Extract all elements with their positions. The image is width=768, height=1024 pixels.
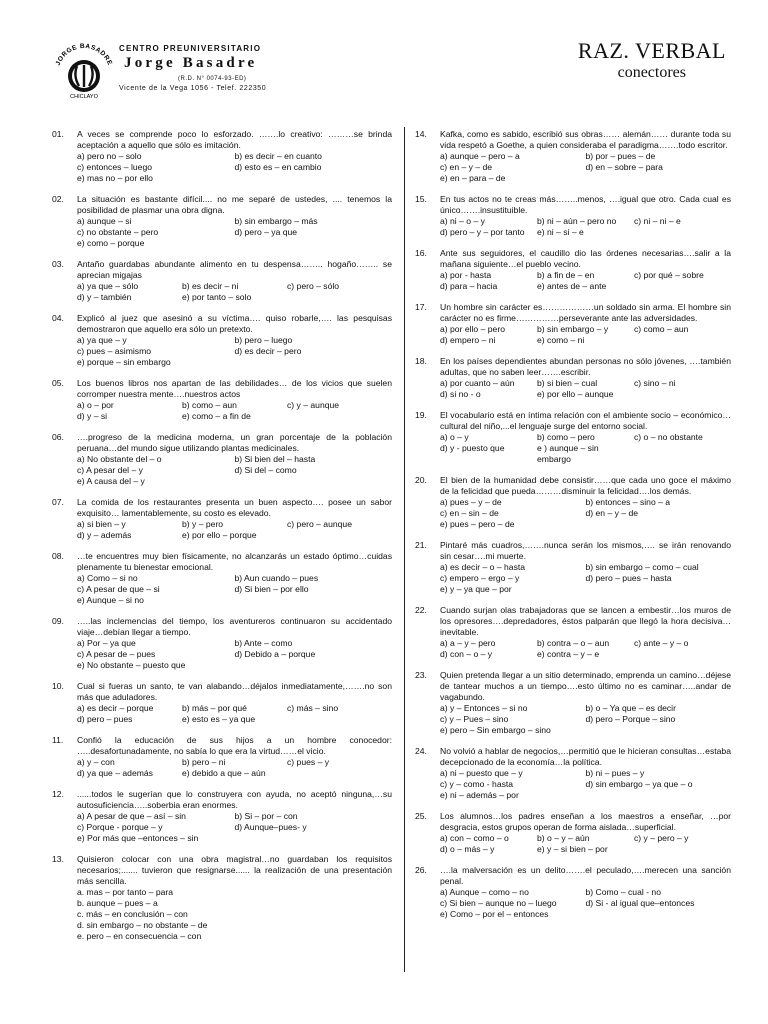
- answer-option: d) y - puesto que: [440, 443, 505, 453]
- answer-option: c) y – aunque: [287, 400, 340, 410]
- question-number: 08.: [52, 551, 64, 561]
- answer-options: [440, 887, 731, 920]
- answer-option: b) Si – por – con: [234, 811, 298, 821]
- question-item: [415, 356, 731, 400]
- institution-name: Jorge Basadre: [124, 55, 258, 71]
- answer-option: a) por - hasta: [440, 270, 492, 280]
- answer-option: e) pero – Sin embargo – sino: [440, 725, 551, 735]
- answer-option: a) ni – puesto que – y: [440, 768, 523, 778]
- question-item: [415, 302, 731, 346]
- question-number: 19.: [415, 410, 427, 420]
- question-number: 24.: [415, 746, 427, 756]
- answer-option: d) Debido a – porque: [234, 649, 316, 659]
- answer-options: [77, 519, 392, 541]
- answer-option: b) por – pues – de: [585, 151, 656, 161]
- question-text: Un hombre sin carácter es………………un soldado sin arma. El hombre sin carácter no es firme……………perseverante ante las adversidades.: [440, 302, 731, 323]
- question-text: El bien de la humanidad debe consistir……que cada uno goce el máximo de la felicidad que pueda………disminuir la felicidad….los demás.: [440, 475, 731, 496]
- answer-option: e) contra – y – e: [537, 649, 600, 659]
- question-number: 25.: [415, 811, 427, 821]
- answer-options: [440, 378, 731, 400]
- answer-option: b) más – por qué: [182, 703, 247, 713]
- question-item: [52, 497, 392, 541]
- page-title: RAZ. VERBAL: [577, 38, 726, 63]
- answer-option: a) pues – y – de: [440, 497, 502, 507]
- answer-option: c) en – y – de: [440, 162, 493, 172]
- column-divider: [404, 127, 405, 972]
- question-number: 20.: [415, 475, 427, 485]
- answer-option: a) Como – si no: [77, 573, 138, 583]
- answer-option: c) Porque - porque – y: [77, 822, 163, 832]
- question-text: Quisieron colocar con una obra magistral…no guardaban los requisitos necesarios;....... tuvieron que resignarse...... la realización de una presentación más sencilla.: [77, 854, 392, 886]
- answer-option: d) pero – pues – hasta: [585, 573, 672, 583]
- answer-option: b) sin embargo – más: [234, 216, 318, 226]
- answer-option: b) sin embargo – como – cual: [585, 562, 699, 572]
- question-text: …te encuentres muy bien físicamente, no alcanzarás un estado óptimo…cuidas plenamente tu bienestar emocional.: [77, 551, 392, 572]
- answer-option: a) aunque – pero – a: [440, 151, 520, 161]
- answer-options: [77, 638, 392, 671]
- question-item: [52, 789, 392, 844]
- question-text: Ante sus seguidores, el caudillo dio las órdenes necesarias….salir a la mañana siguiente…el pueblo vecino.: [440, 248, 731, 269]
- answer-option: c) más – sino: [287, 703, 339, 713]
- answer-option: d) en – sobre – para: [585, 162, 663, 172]
- answer-options: [77, 400, 392, 422]
- answer-option: e) A causa del – y: [77, 476, 145, 486]
- answer-option: b) Aun cuando – pues: [234, 573, 319, 583]
- answer-option: c) pues – y: [287, 757, 330, 767]
- answer-option: b) pero – ni: [182, 757, 226, 767]
- question-text: La comida de los restaurantes presenta un buen aspecto…. posee un sabor exquisito… lamentablemente, su costo es elevado.: [77, 497, 392, 518]
- answer-option: d) pero – pues: [77, 714, 133, 724]
- question-item: [52, 378, 392, 422]
- answer-option: d) empero – ni: [440, 335, 496, 345]
- question-text: La situación es bastante difícil.... no me separé de ustedes, .... tenemos la posibilidad de plasmar una obra digna.: [77, 194, 392, 215]
- answer-option: e) como – porque: [77, 238, 145, 248]
- question-text: Cual si fueras un santo, te van alabando…déjalos inmediatamente,…….no son más que aduladores.: [77, 681, 392, 702]
- answer-option: e) como – ni: [537, 335, 585, 345]
- question-item: [415, 540, 731, 595]
- question-text: En los países dependientes abundan personas no sólo jóvenes, ….también adultas, que no saben leer…….escribir.: [440, 356, 731, 377]
- answer-option: d) ya que – además: [77, 768, 153, 778]
- answer-option: c) y – como - hasta: [440, 779, 514, 789]
- answer-option: c. más – en conclusión – con: [77, 909, 188, 919]
- answer-options: [77, 757, 392, 779]
- answer-option: c) y – Pues – sino: [440, 714, 509, 724]
- answer-option: d) y – también: [77, 292, 132, 302]
- logo-city: CHICLAYO: [70, 94, 98, 100]
- answer-options: [77, 454, 392, 487]
- answer-option: d) y – además: [77, 530, 132, 540]
- answer-options: [440, 768, 731, 801]
- question-number: 06.: [52, 432, 64, 442]
- answer-option: a) es decir – porque: [77, 703, 154, 713]
- answer-option: d) sin embargo – ya que – o: [585, 779, 693, 789]
- answer-option: d) Si bien – por ello: [234, 584, 309, 594]
- answer-option: b) ni – aún – pero no: [537, 216, 617, 226]
- answer-option: e) por ello – aunque: [537, 389, 614, 399]
- answer-options: [440, 216, 731, 238]
- question-item: [415, 248, 731, 292]
- answer-options: [77, 335, 392, 368]
- answer-option: d) para – hacia: [440, 281, 498, 291]
- answer-option: c) pero – aunque: [287, 519, 352, 529]
- answer-option: c) sino – ni: [634, 378, 676, 388]
- answer-option: c) o – no obstante: [634, 432, 703, 442]
- answer-options: [77, 281, 392, 303]
- answer-option: d. sin embargo – no obstante – de: [77, 920, 208, 930]
- answer-option: d) y – si: [77, 411, 108, 421]
- answer-option: c) y – pero – y: [634, 833, 689, 843]
- answer-option: c) A pesar de – pues: [77, 649, 156, 659]
- question-number: 11.: [52, 735, 64, 745]
- answer-option: b. aunque – pues – a: [77, 898, 158, 908]
- answer-option: d) Si - al igual que–entonces: [585, 898, 695, 908]
- answer-option: c) ni – ni – e: [634, 216, 681, 226]
- answer-option: c) pues – asimismo: [77, 346, 152, 356]
- answer-option: d) esto es – en cambio: [234, 162, 322, 172]
- answer-option: d) es decir – pero: [234, 346, 302, 356]
- answer-option: a) con – como – o: [440, 833, 509, 843]
- answer-option: e ) aunque – sin embargo: [537, 443, 599, 464]
- answer-options: [77, 811, 392, 844]
- answer-option: e) antes de – ante: [537, 281, 607, 291]
- answer-option: b) sin embargo – y: [537, 324, 609, 334]
- answer-option: c) Si bien – aunque no – luego: [440, 898, 557, 908]
- question-text: Los alumnos…los padres enseñan a los maestros a enseñar, …por desgracia, estos grupos operan de forma aislada…superficial.: [440, 811, 731, 832]
- answer-option: b) como – pero: [537, 432, 595, 442]
- answer-option: b) o – y – aún: [537, 833, 590, 843]
- answer-options: [440, 638, 731, 660]
- answer-option: a) ya que – sólo: [77, 281, 139, 291]
- answer-option: c) empero – ergo – y: [440, 573, 520, 583]
- answer-option: e) por ello – porque: [182, 530, 257, 540]
- answer-option: e) ni – si – e: [537, 227, 584, 237]
- question-text: Quien pretenda llegar a un sitio determinado, emprenda un camino…déjese de tantear muchos a un tiempo….esto último no es caminar…..andar de vagabundo.: [440, 670, 731, 702]
- question-text: Explicó al juez que asesinó a su víctima…. quiso robarle,…. las pesquisas demostraron que aquello era sólo un pretexto.: [77, 313, 392, 334]
- question-text: Confió la educación de sus hijos a un hombre conocedor: …..desafortunadamente, no sabía lo que era la virtud……el vicio.: [77, 735, 392, 756]
- answer-options: [77, 703, 392, 725]
- answer-option: a) si bien – y: [77, 519, 126, 529]
- answer-option: a) y – con: [77, 757, 115, 767]
- answer-option: b) Ante – como: [234, 638, 293, 648]
- answer-option: e) No obstante – puesto que: [77, 660, 186, 670]
- answer-option: c) como – aun: [634, 324, 689, 334]
- answer-option: e) debido a que – aún: [182, 768, 266, 778]
- question-text: No volvió a hablar de negocios,…permitió que le hicieran consultas…estaba decepcionado de la economía…la política.: [440, 746, 731, 767]
- institution-address: Vicente de la Vega 1056 - Telef. 222350: [119, 85, 267, 92]
- answer-option: e) por tanto – solo: [182, 292, 252, 302]
- question-text: ….progreso de la medicina moderna, un gran porcentaje de la población peruana…del mundo sigue utilizando plantas medicinales.: [77, 432, 392, 453]
- question-item: [52, 313, 392, 368]
- answer-option: b) como – aun: [182, 400, 237, 410]
- page-subtitle: conectores: [617, 64, 686, 81]
- question-number: 14.: [415, 129, 427, 139]
- institution-rd: (R.D. N° 0074-93-ED): [178, 76, 247, 82]
- question-text: ….la malversación es un delito…….el peculado,….merecen una sanción penal.: [440, 865, 731, 886]
- answer-option: e) Aunque – si no: [77, 595, 144, 605]
- answer-option: c) por qué – sobre: [634, 270, 704, 280]
- answer-options: [440, 151, 731, 184]
- question-item: [52, 681, 392, 725]
- question-text: Pintaré más cuadros,…….nunca serán los mismos,…. se irán renovando sin cesar….mi muerte.: [440, 540, 731, 561]
- question-number: 05.: [52, 378, 64, 388]
- question-number: 12.: [52, 789, 64, 799]
- question-item: [415, 811, 731, 855]
- answer-options: [440, 324, 731, 346]
- answer-option: b) es decir – en cuanto: [234, 151, 322, 161]
- answer-option: a) es decir – o – hasta: [440, 562, 526, 572]
- answer-option: c) entonces – luego: [77, 162, 153, 172]
- answer-option: a) No obstante del – o: [77, 454, 162, 464]
- answer-option: d) con – o – y: [440, 649, 493, 659]
- answer-option: d) pero – ya que: [234, 227, 298, 237]
- question-item: [52, 616, 392, 671]
- answer-options: [77, 216, 392, 249]
- answer-option: b) si bien – cual: [537, 378, 598, 388]
- answer-option: e) esto es – ya que: [182, 714, 256, 724]
- question-text: Antaño guardabas abundante alimento en tu despensa…….. hogaño…….. se aprecian migajas: [77, 259, 392, 280]
- question-number: 13.: [52, 854, 64, 864]
- question-number: 17.: [415, 302, 427, 312]
- question-number: 10.: [52, 681, 64, 691]
- answer-option: a) Aunque – como – no: [440, 887, 529, 897]
- logo-arc-text: JORGE BASADRE: [54, 42, 114, 67]
- question-item: [52, 259, 392, 303]
- question-number: 03.: [52, 259, 64, 269]
- question-number: 07.: [52, 497, 64, 507]
- question-item: [415, 194, 731, 238]
- answer-options: [77, 573, 392, 606]
- question-number: 18.: [415, 356, 427, 366]
- answer-option: b) entonces – sino – a: [585, 497, 671, 507]
- answer-option: e) y – si bien – por: [537, 844, 608, 854]
- answer-option: c) pero – sólo: [287, 281, 340, 291]
- question-number: 04.: [52, 313, 64, 323]
- answer-option: d) pero – y – por tanto: [440, 227, 525, 237]
- answer-option: e. pero – en consecuencia – con: [77, 931, 202, 941]
- answer-option: a) y – Entonces – si no: [440, 703, 528, 713]
- answer-options: [440, 270, 731, 292]
- answer-option: c) A pesar de que – si: [77, 584, 160, 594]
- answer-option: a) por ello – pero: [440, 324, 505, 334]
- answer-option: d) si no - o: [440, 389, 481, 399]
- question-text: …..las inclemencias del tiempo, los aventureros continuaron su accidentado viaje…debían llegar a tiempo.: [77, 616, 392, 637]
- question-number: 02.: [52, 194, 64, 204]
- question-item: [415, 129, 731, 184]
- answer-option: b) a fin de – en: [537, 270, 595, 280]
- question-number: 09.: [52, 616, 64, 626]
- answer-option: a) ni – o – y: [440, 216, 485, 226]
- answer-option: a) A pesar de que – así – sin: [77, 811, 186, 821]
- answer-option: d) Aunque–pues- y: [234, 822, 307, 832]
- question-item: [52, 194, 392, 249]
- answer-option: a) o – y: [440, 432, 469, 442]
- question-number: 21.: [415, 540, 427, 550]
- question-item: [415, 746, 731, 801]
- question-text: En tus actos no te creas más……..menos, ….igual que otro. Cada cual es único…….insustituible.: [440, 194, 731, 215]
- answer-option: b) y – pero: [182, 519, 224, 529]
- page-header: [0, 0, 768, 112]
- answer-options: [440, 562, 731, 595]
- right-column: [415, 129, 731, 930]
- answer-option: e) pues – pero – de: [440, 519, 515, 529]
- question-item: [415, 865, 731, 920]
- answer-option: e) mas no – por ello: [77, 173, 153, 183]
- question-number: 23.: [415, 670, 427, 680]
- answer-option: e) Como – por el – entonces: [440, 909, 549, 919]
- question-number: 15.: [415, 194, 427, 204]
- answer-option: b) ni – pues – y: [585, 768, 645, 778]
- question-text: El vocabulario está en íntima relación con el ambiente socio – económico…cultural del niño,...el lenguaje surge del entorno social.: [440, 410, 731, 431]
- answer-option: a) Por – ya que: [77, 638, 136, 648]
- answer-option: a) pero no – solo: [77, 151, 142, 161]
- question-item: [52, 854, 392, 942]
- answer-option: d) pero – Porque – sino: [585, 714, 676, 724]
- question-text: Cuando surjan olas trabajadoras que se lancen a embestir…los muros de los opresores….depredadores, éstos palparán que llegó la hora decisiva…inevitable.: [440, 605, 731, 637]
- question-item: [52, 735, 392, 779]
- answer-option: b) Si bien del – hasta: [234, 454, 316, 464]
- answer-option: d) Si del – como: [234, 465, 297, 475]
- answer-option: b) contra – o – aun: [537, 638, 610, 648]
- answer-option: e) en – para – de: [440, 173, 506, 183]
- answer-option: d) en – y – de: [585, 508, 639, 518]
- question-number: 01.: [52, 129, 64, 139]
- answer-option: e) y – ya que – por: [440, 584, 512, 594]
- left-column: [52, 129, 392, 952]
- question-text: ......todos le sugerían que lo construyera con ayuda, no aceptó ninguna,…su autosuficiencia…..soberbia eran enormes.: [77, 789, 392, 810]
- question-item: [52, 432, 392, 487]
- question-number: 16.: [415, 248, 427, 258]
- question-text: A veces se comprende poco lo esforzado. …….lo creativo: ………se brinda aceptación a aquello que sólo es imitación.: [77, 129, 392, 150]
- answer-option: c) A pesar del – y: [77, 465, 143, 475]
- institution-logo: [50, 40, 118, 100]
- answer-option: a) a – y – pero: [440, 638, 496, 648]
- question-item: [415, 605, 731, 660]
- answer-option: c) ante – y – o: [634, 638, 689, 648]
- answer-option: a) o – por: [77, 400, 114, 410]
- question-text: Kafka, como es sabido, escribió sus obras…… alemán…… durante toda su vida respetó a Goethe, a quien consideraba el paradigma…….todo escritor.: [440, 129, 731, 150]
- answer-options: [440, 833, 731, 855]
- answer-options: [440, 497, 731, 530]
- answer-option: e) porque – sin embargo: [77, 357, 171, 367]
- answer-option: e) como – a fin de: [182, 411, 251, 421]
- question-number: 26.: [415, 865, 427, 875]
- answer-option: c) no obstante – pero: [77, 227, 159, 237]
- answer-option: c) en – sin – de: [440, 508, 499, 518]
- question-text: Los buenos libros nos apartan de las debilidades… de los vicios que suelen corromper nuestra mente….nuestros actos: [77, 378, 392, 399]
- answer-option: d) o – más – y: [440, 844, 495, 854]
- question-number: 22.: [415, 605, 427, 615]
- answer-option: e) ni – además – por: [440, 790, 519, 800]
- question-item: [415, 410, 731, 465]
- question-item: [415, 670, 731, 736]
- answer-options: [440, 703, 731, 736]
- question-item: [415, 475, 731, 530]
- answer-option: b) es decir – ni: [182, 281, 239, 291]
- institution-type: CENTRO PREUNIVERSITARIO: [119, 44, 262, 53]
- answer-option: a) aunque – si: [77, 216, 132, 226]
- answer-option: b) pero – luego: [234, 335, 293, 345]
- answer-option: a. mas – por tanto – para: [77, 887, 174, 897]
- answer-option: b) Como – cual - no: [585, 887, 661, 897]
- answer-option: b) o – Ya que – es decir: [585, 703, 676, 713]
- question-item: [52, 129, 392, 184]
- answer-options: [440, 432, 731, 465]
- answer-option: a) ya que – y: [77, 335, 127, 345]
- answer-options: [77, 887, 392, 942]
- question-item: [52, 551, 392, 606]
- answer-option: a) por cuanto – aún: [440, 378, 515, 388]
- answer-options: [77, 151, 392, 184]
- answer-option: e) Por más que –entonces – sin: [77, 833, 199, 843]
